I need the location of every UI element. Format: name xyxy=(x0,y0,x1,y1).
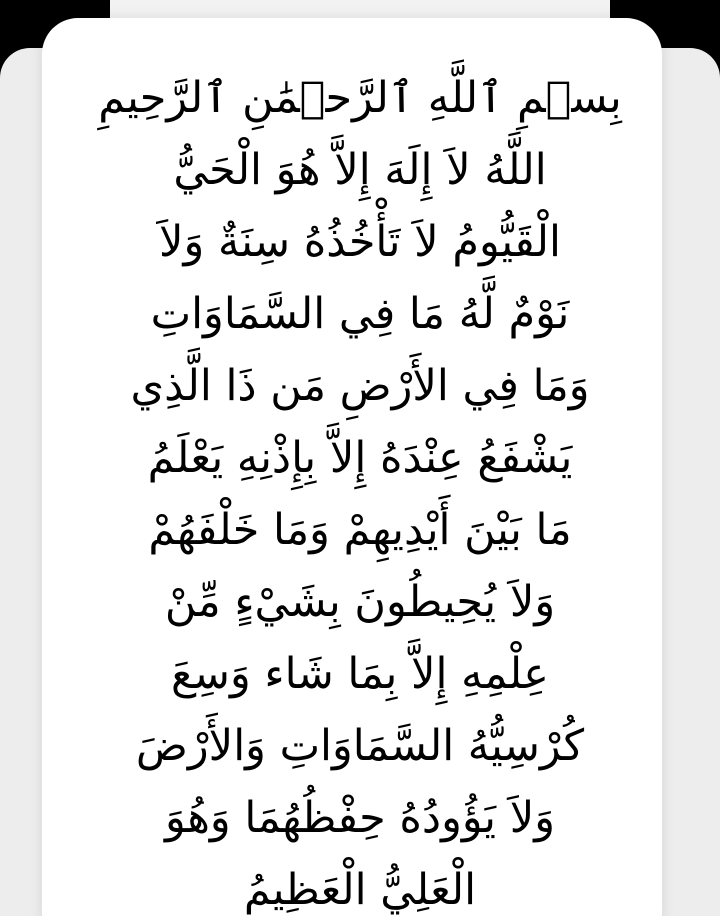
verse-line: وَمَا فِي الأَرْضِ مَن ذَا الَّذِي xyxy=(130,361,590,411)
verse-line-basmala: بِسۡمِ ٱللَّهِ ٱلرَّحۡمَٰنِ ٱلرَّحِيمِ xyxy=(98,73,622,123)
verse-line: الْقَيُّومُ لاَ تَأْخُذُهُ سِنَةٌ وَلاَ xyxy=(159,217,561,267)
verse-text xyxy=(60,62,660,916)
verse-line: نَوْمٌ لَّهُ مَا فِي السَّمَاوَاتِ xyxy=(150,289,570,339)
verse-line: اللَّهُ لاَ إِلَهَ إِلاَّ هُوَ الْحَيُّ xyxy=(173,145,547,195)
verse-line: كُرْسِيُّهُ السَّمَاوَاتِ وَالأَرْضَ xyxy=(135,721,585,771)
verse-line: الْعَلِيُّ الْعَظِيمُ xyxy=(243,865,477,915)
verse-line: يَشْفَعُ عِنْدَهُ إِلاَّ بِإِذْنِهِ يَعْلَمُ xyxy=(147,433,573,483)
verse-line: عِلْمِهِ إِلاَّ بِمَا شَاء وَسِعَ xyxy=(171,649,549,699)
verse-line: وَلاَ يَؤُودُهُ حِفْظُهُمَا وَهُوَ xyxy=(165,793,555,843)
verse-line: وَلاَ يُحِيطُونَ بِشَيْءٍ مِّنْ xyxy=(164,577,556,627)
verse-line: مَا بَيْنَ أَيْدِيهِمْ وَمَا خَلْفَهُمْ xyxy=(148,505,572,555)
